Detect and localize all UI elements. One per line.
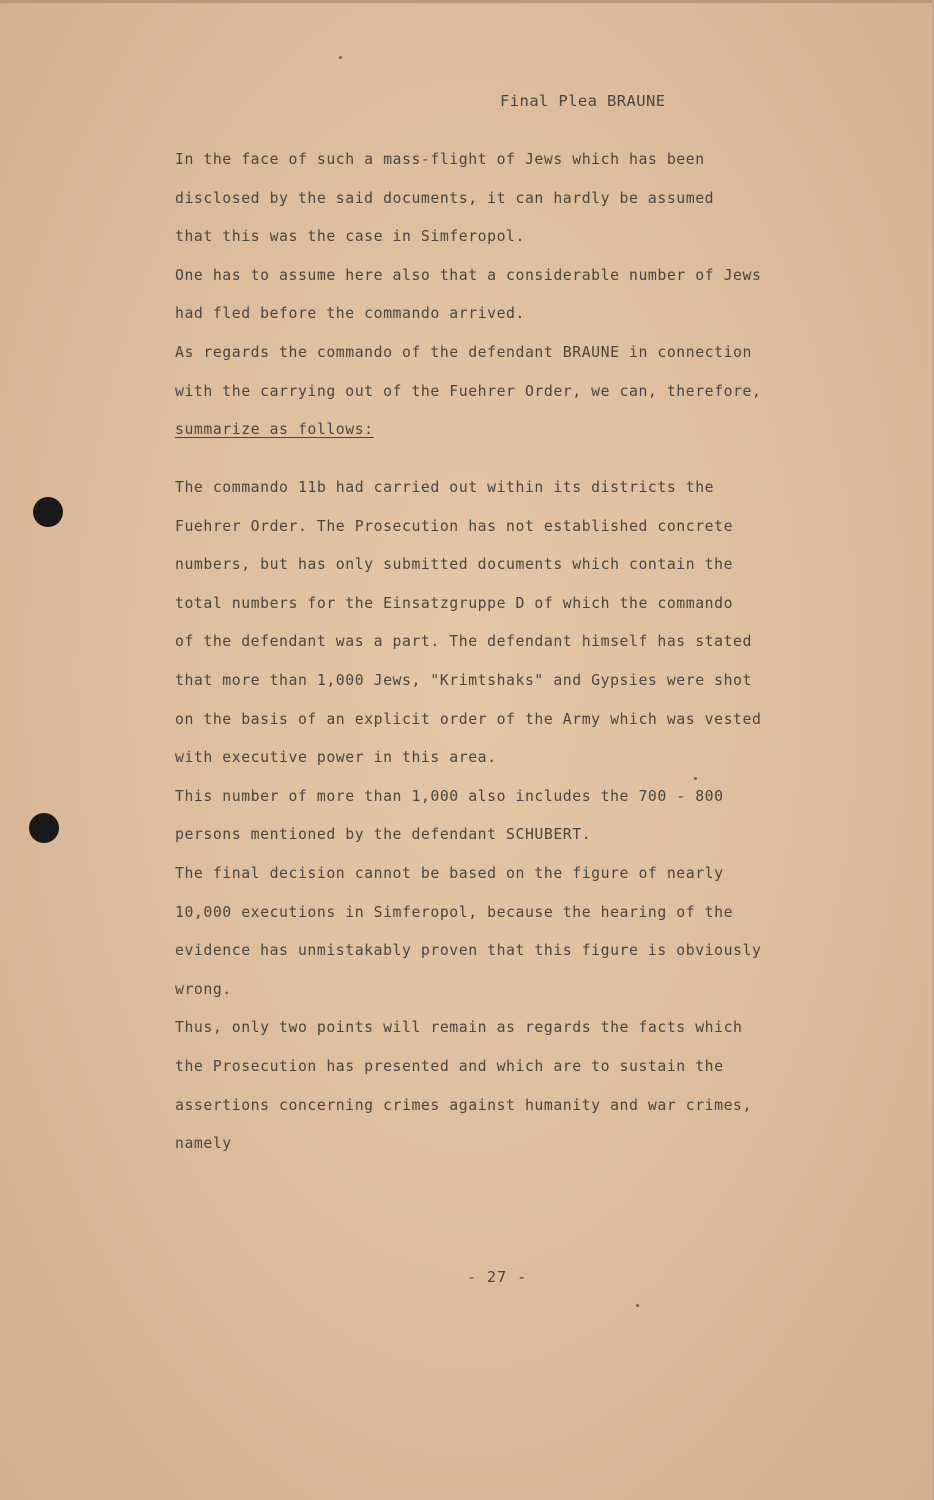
text-line: had fled before the commando arrived. — [175, 305, 525, 323]
text-line: wrong. — [175, 980, 232, 998]
paragraph-block-1 — [175, 141, 795, 450]
text-line: The commando 11b had carried out within its districts the — [175, 479, 715, 496]
text-line: assertions concerning crimes against humanity and war crimes, — [175, 1096, 752, 1114]
text-line: the Prosecution has presented and which are to sustain the — [175, 1057, 724, 1075]
text-line: that this was the case in Simferopol. — [175, 228, 525, 246]
text-line-underlined: summarize as follows: — [175, 421, 374, 439]
text-line: disclosed by the said documents, it can hardly be assumed — [175, 189, 715, 207]
paragraph-block-2 — [175, 469, 795, 1164]
text-line: namely — [175, 1135, 232, 1153]
text-line: In the face of such a mass-flight of Jews which has been — [175, 151, 705, 168]
punch-hole — [29, 813, 59, 843]
text-line: on the basis of an explicit order of the Army which was vested — [175, 710, 762, 728]
paper-speck — [339, 56, 342, 59]
text-line: persons mentioned by the defendant SCHUBERT. — [175, 826, 592, 844]
page-header: Final Plea BRAUNE — [500, 92, 666, 110]
text-line: One has to assume here also that a considerable number of Jews — [175, 266, 762, 284]
text-line: Fuehrer Order. The Prosecution has not established concrete — [175, 517, 734, 535]
text-line: As regards the commando of the defendant BRAUNE in connection — [175, 343, 752, 361]
text-line: that more than 1,000 Jews, "Krimtshaks" and Gypsies were shot — [175, 671, 752, 689]
text-line: total numbers for the Einsatzgruppe D of which the commando — [175, 594, 734, 612]
text-line: Thus, only two points will remain as regards the facts which — [175, 1019, 743, 1037]
paper-top-edge — [0, 0, 934, 3]
text-line: of the defendant was a part. The defendant himself has stated — [175, 633, 752, 651]
page-number: - 27 - — [467, 1268, 528, 1286]
paper-speck — [694, 777, 697, 780]
text-line: evidence has unmistakably proven that this figure is obviously — [175, 942, 762, 960]
paper-speck — [636, 1304, 639, 1307]
text-line: This number of more than 1,000 also includes the 700 - 800 — [175, 787, 724, 805]
text-line: 10,000 executions in Simferopol, because the hearing of the — [175, 903, 734, 921]
text-line: The final decision cannot be based on the figure of nearly — [175, 864, 724, 882]
punch-hole — [33, 497, 63, 527]
text-line: with executive power in this area. — [175, 749, 497, 767]
text-line: numbers, but has only submitted documents which contain the — [175, 556, 734, 574]
text-line: with the carrying out of the Fuehrer Order, we can, therefore, — [175, 382, 762, 400]
